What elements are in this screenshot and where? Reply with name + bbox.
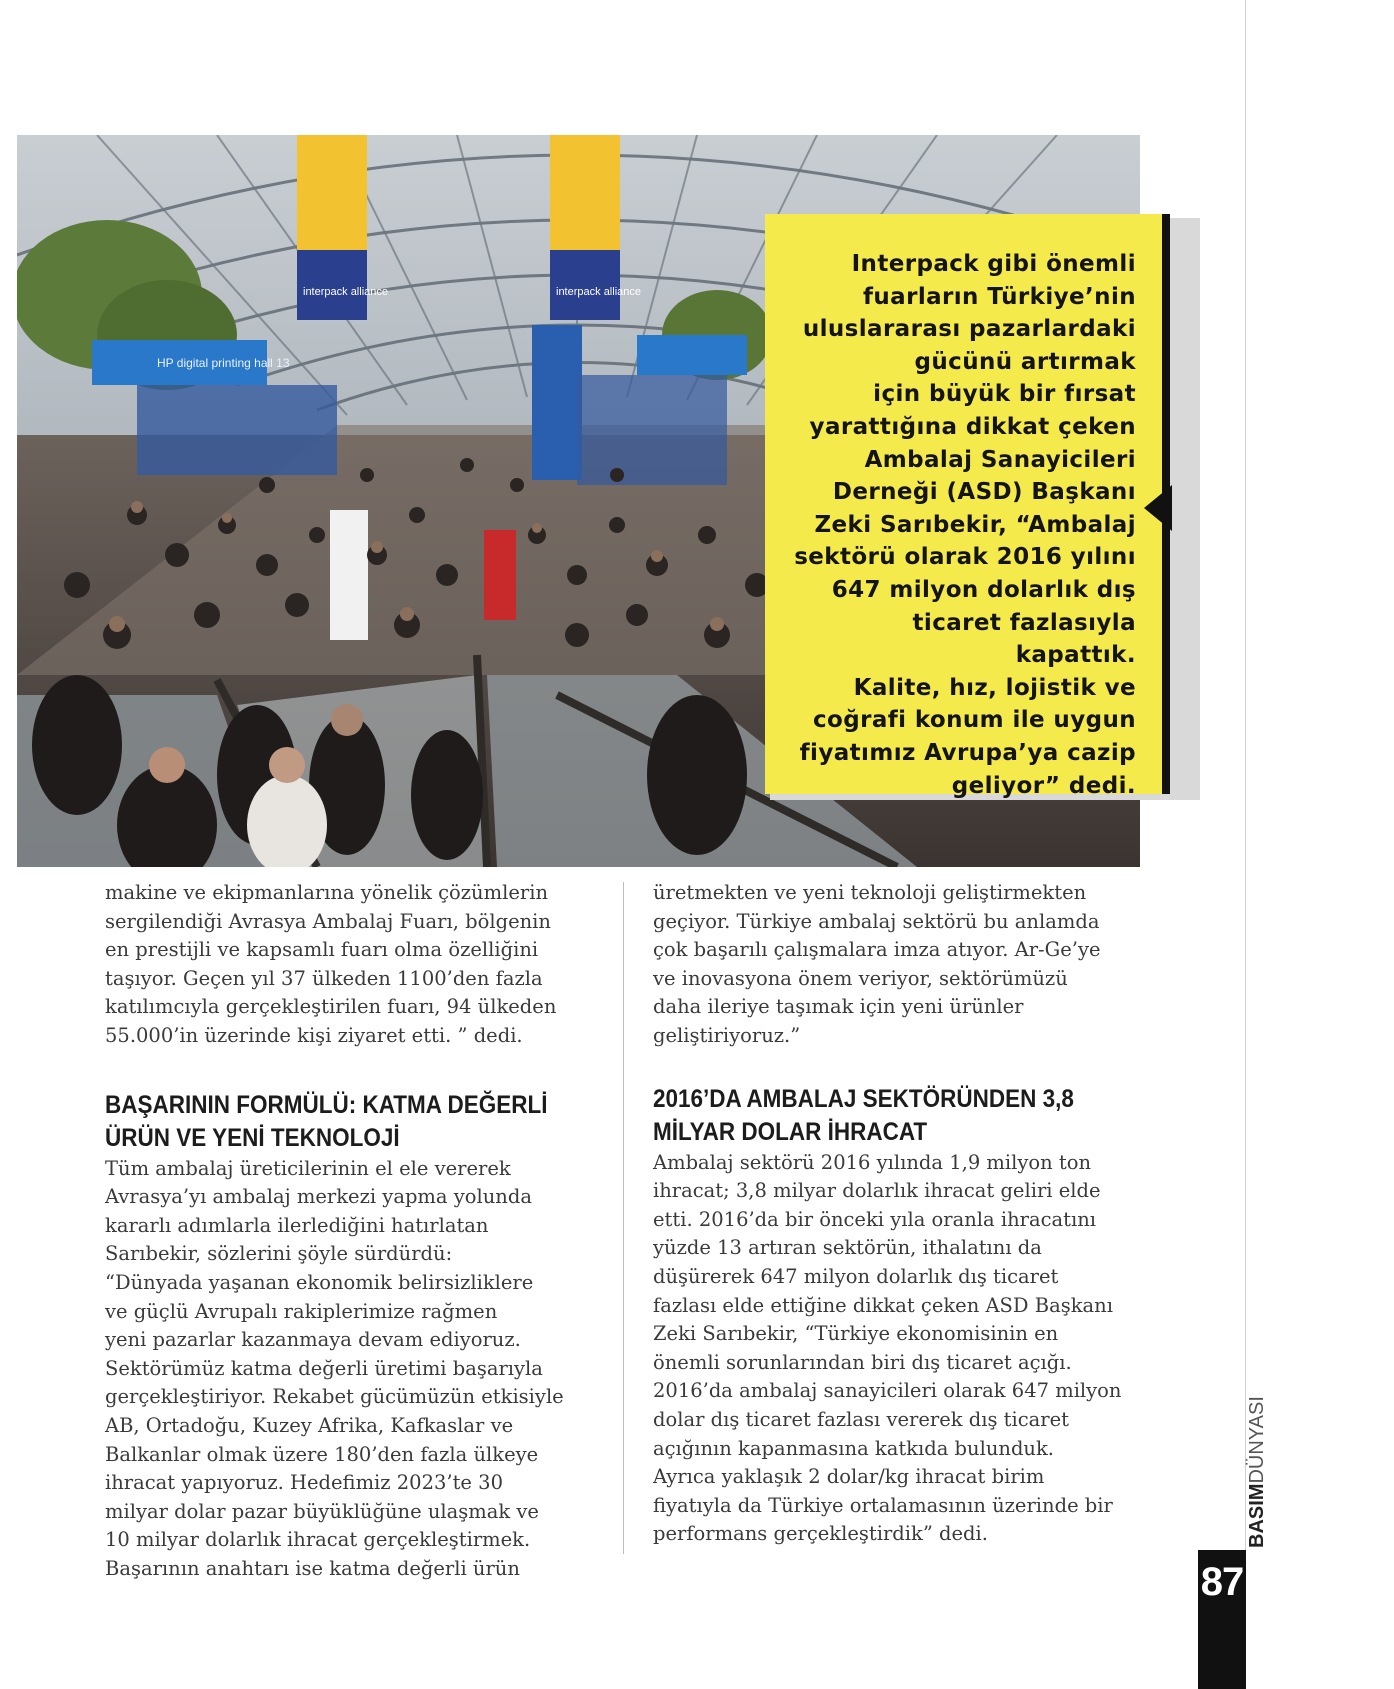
text-line: ve inovasyona önem veriyor, sektörümüzü: [653, 966, 1068, 990]
text-line: fiyatıyla da Türkiye ortalamasının üzerinde bir: [653, 1493, 1113, 1517]
text-line: yeni pazarlar kazanmaya devam ediyoruz.: [105, 1328, 521, 1352]
text-line: AB, Ortadoğu, Kuzey Afrika, Kafkaslar ve: [105, 1413, 514, 1437]
column-divider: [623, 882, 624, 1554]
text-line: milyar dolar pazar büyüklüğüne ulaşmak ve: [105, 1499, 539, 1523]
text-line: 10 milyar dolarlık ihracat gerçekleştirmek.: [105, 1528, 531, 1552]
heading-line: ÜRÜN VE YENİ TEKNOLOJİ: [105, 1123, 400, 1152]
banner-label-left: interpack alliance: [303, 286, 388, 298]
pull-quote-line: uluslararası pazarlardaki: [802, 316, 1136, 343]
text-line: yüzde 13 artıran sektörün, ithalatını da: [653, 1236, 1042, 1260]
text-line: geliştiriyoruz.”: [653, 1023, 801, 1047]
callout-pointer-icon: [1144, 485, 1172, 531]
right-body-paragraph: [653, 1149, 1148, 1549]
pull-quote-text: [785, 248, 1136, 802]
text-line: önemli sorunlarından biri dış ticaret açığı.: [653, 1350, 1072, 1374]
pull-quote-line: fuarların Türkiye’nin: [862, 283, 1136, 310]
section-heading-formula: [105, 1089, 573, 1155]
magazine-name: [1246, 1378, 1269, 1548]
pull-quote-line: fiyatımız Avrupa’ya cazip: [799, 739, 1136, 766]
text-line: Ayrıca yaklaşık 2 dolar/kg ihracat birim: [653, 1465, 1045, 1489]
pull-quote-line: 647 milyon dolarlık dış: [831, 576, 1136, 603]
text-line: açığının kapanmasına katkıda bulunduk.: [653, 1436, 1054, 1460]
magazine-name-light: DÜNYASI: [1246, 1396, 1268, 1484]
pull-quote-box: [765, 214, 1170, 799]
text-line: Sarıbekir, sözlerini şöyle sürdürdü:: [105, 1242, 453, 1266]
pull-quote-line: için büyük bir fırsat: [873, 381, 1136, 408]
pull-quote-line: Zeki Sarıbekir, “Ambalaj: [814, 511, 1136, 538]
text-line: ihracat yapıyoruz. Hedefimiz 2023’te 30: [105, 1471, 503, 1495]
text-line: Sektörümüz katma değerli üretimi başarıyla: [105, 1356, 543, 1380]
right-intro-paragraph: [653, 879, 1148, 1051]
pull-quote-line: Ambalaj Sanayicileri: [864, 446, 1136, 473]
text-line: “Dünyada yaşanan ekonomik belirsizliklere: [105, 1270, 534, 1294]
heading-line: 2016’DA AMBALAJ SEKTÖRÜNDEN 3,8: [653, 1084, 1074, 1113]
text-line: Tüm ambalaj üreticilerinin el ele vererek: [105, 1156, 511, 1180]
text-line: dolar dış ticaret fazlası vererek dış ticaret: [653, 1407, 1070, 1431]
text-line: makine ve ekipmanlarına yönelik çözümlerin: [105, 881, 548, 904]
text-line: geçiyor. Türkiye ambalaj sektörü bu anlamda: [653, 909, 1100, 933]
pull-quote-line: coğrafi konum ile uygun: [812, 707, 1136, 734]
text-line: Başarının anahtarı ise katma değerli ürün: [105, 1556, 520, 1580]
heading-line: BAŞARININ FORMÜLÜ: KATMA DEĞERLİ: [105, 1090, 548, 1119]
left-body-paragraph: [105, 1155, 590, 1584]
text-line: 2016’da ambalaj sanayicileri olarak 647 milyon: [653, 1379, 1122, 1403]
text-line: Ambalaj sektörü 2016 yılında 1,9 milyon ton: [653, 1150, 1092, 1174]
text-line: gerçekleştiriyor. Rekabet gücümüzün etkisiyle: [105, 1385, 564, 1409]
page-number: 87: [1200, 1560, 1244, 1604]
text-line: sergilendiği Avrasya Ambalaj Fuarı, bölgenin: [105, 909, 551, 933]
pull-quote-line: Derneği (ASD) Başkanı: [832, 479, 1136, 506]
text-line: ve güçlü Avrupalı rakiplerimize rağmen: [105, 1299, 498, 1323]
text-line: etti. 2016’da bir önceki yıla oranla ihracatını: [653, 1207, 1097, 1231]
text-line: ihracat; 3,8 milyar dolarlık ihracat geliri elde: [653, 1179, 1101, 1203]
text-line: kararlı adımlarla ilerlediğini hatırlatan: [105, 1213, 489, 1237]
section-heading-exports: [653, 1083, 1121, 1149]
text-line: düşürerek 647 milyon dolarlık dış ticaret: [653, 1264, 1059, 1288]
pull-quote-line: Interpack gibi önemli: [851, 251, 1136, 277]
right-column: [653, 879, 1148, 1549]
heading-line: MİLYAR DOLAR İHRACAT: [653, 1117, 928, 1146]
banner-label-right: interpack alliance: [556, 286, 641, 298]
pull-quote-line: Kalite, hız, lojistik ve: [853, 674, 1136, 701]
pull-quote-line: sektörü olarak 2016 yılını: [794, 544, 1136, 571]
text-line: Balkanlar olmak üzere 180’den fazla ülkeye: [105, 1442, 539, 1466]
text-line: daha ileriye taşımak için yeni ürünler: [653, 995, 1024, 1019]
text-line: en prestijli ve kapsamlı fuarı olma özelliğini: [105, 938, 539, 962]
pull-quote-line: geliyor” dedi.: [951, 772, 1136, 799]
text-line: taşıyor. Geçen yıl 37 ülkeden 1100’den fazla: [105, 966, 543, 990]
pull-quote-line: ticaret fazlasıyla kapattık.: [912, 609, 1136, 669]
text-line: Avrasya’yı ambalaj merkezi yapma yolunda: [105, 1185, 532, 1209]
left-intro-paragraph: [105, 879, 590, 1051]
text-line: Zeki Sarıbekir, “Türkiye ekonomisinin en: [653, 1322, 1059, 1346]
text-line: katılımcıyla gerçekleştirilen fuarı, 94 ülkeden: [105, 995, 557, 1019]
text-line: çok başarılı çalışmalara imza atıyor. Ar-Ge’ye: [653, 938, 1101, 962]
text-line: fazlası elde ettiğine dikkat çeken ASD Başkanı: [653, 1293, 1113, 1317]
left-column: [105, 879, 590, 1583]
magazine-name-bold: BASIM: [1246, 1483, 1268, 1548]
pull-quote-line: gücünü artırmak: [914, 348, 1136, 375]
text-line: üretmekten ve yeni teknoloji geliştirmekten: [653, 881, 1087, 904]
digital-printing-sign: HP digital printing hall 13: [157, 356, 290, 370]
pull-quote-line: yarattığına dikkat çeken: [809, 413, 1136, 440]
text-line: performans gerçekleştirdik” dedi.: [653, 1522, 988, 1546]
text-line: 55.000’in üzerinde kişi ziyaret etti. ” dedi.: [105, 1023, 523, 1047]
